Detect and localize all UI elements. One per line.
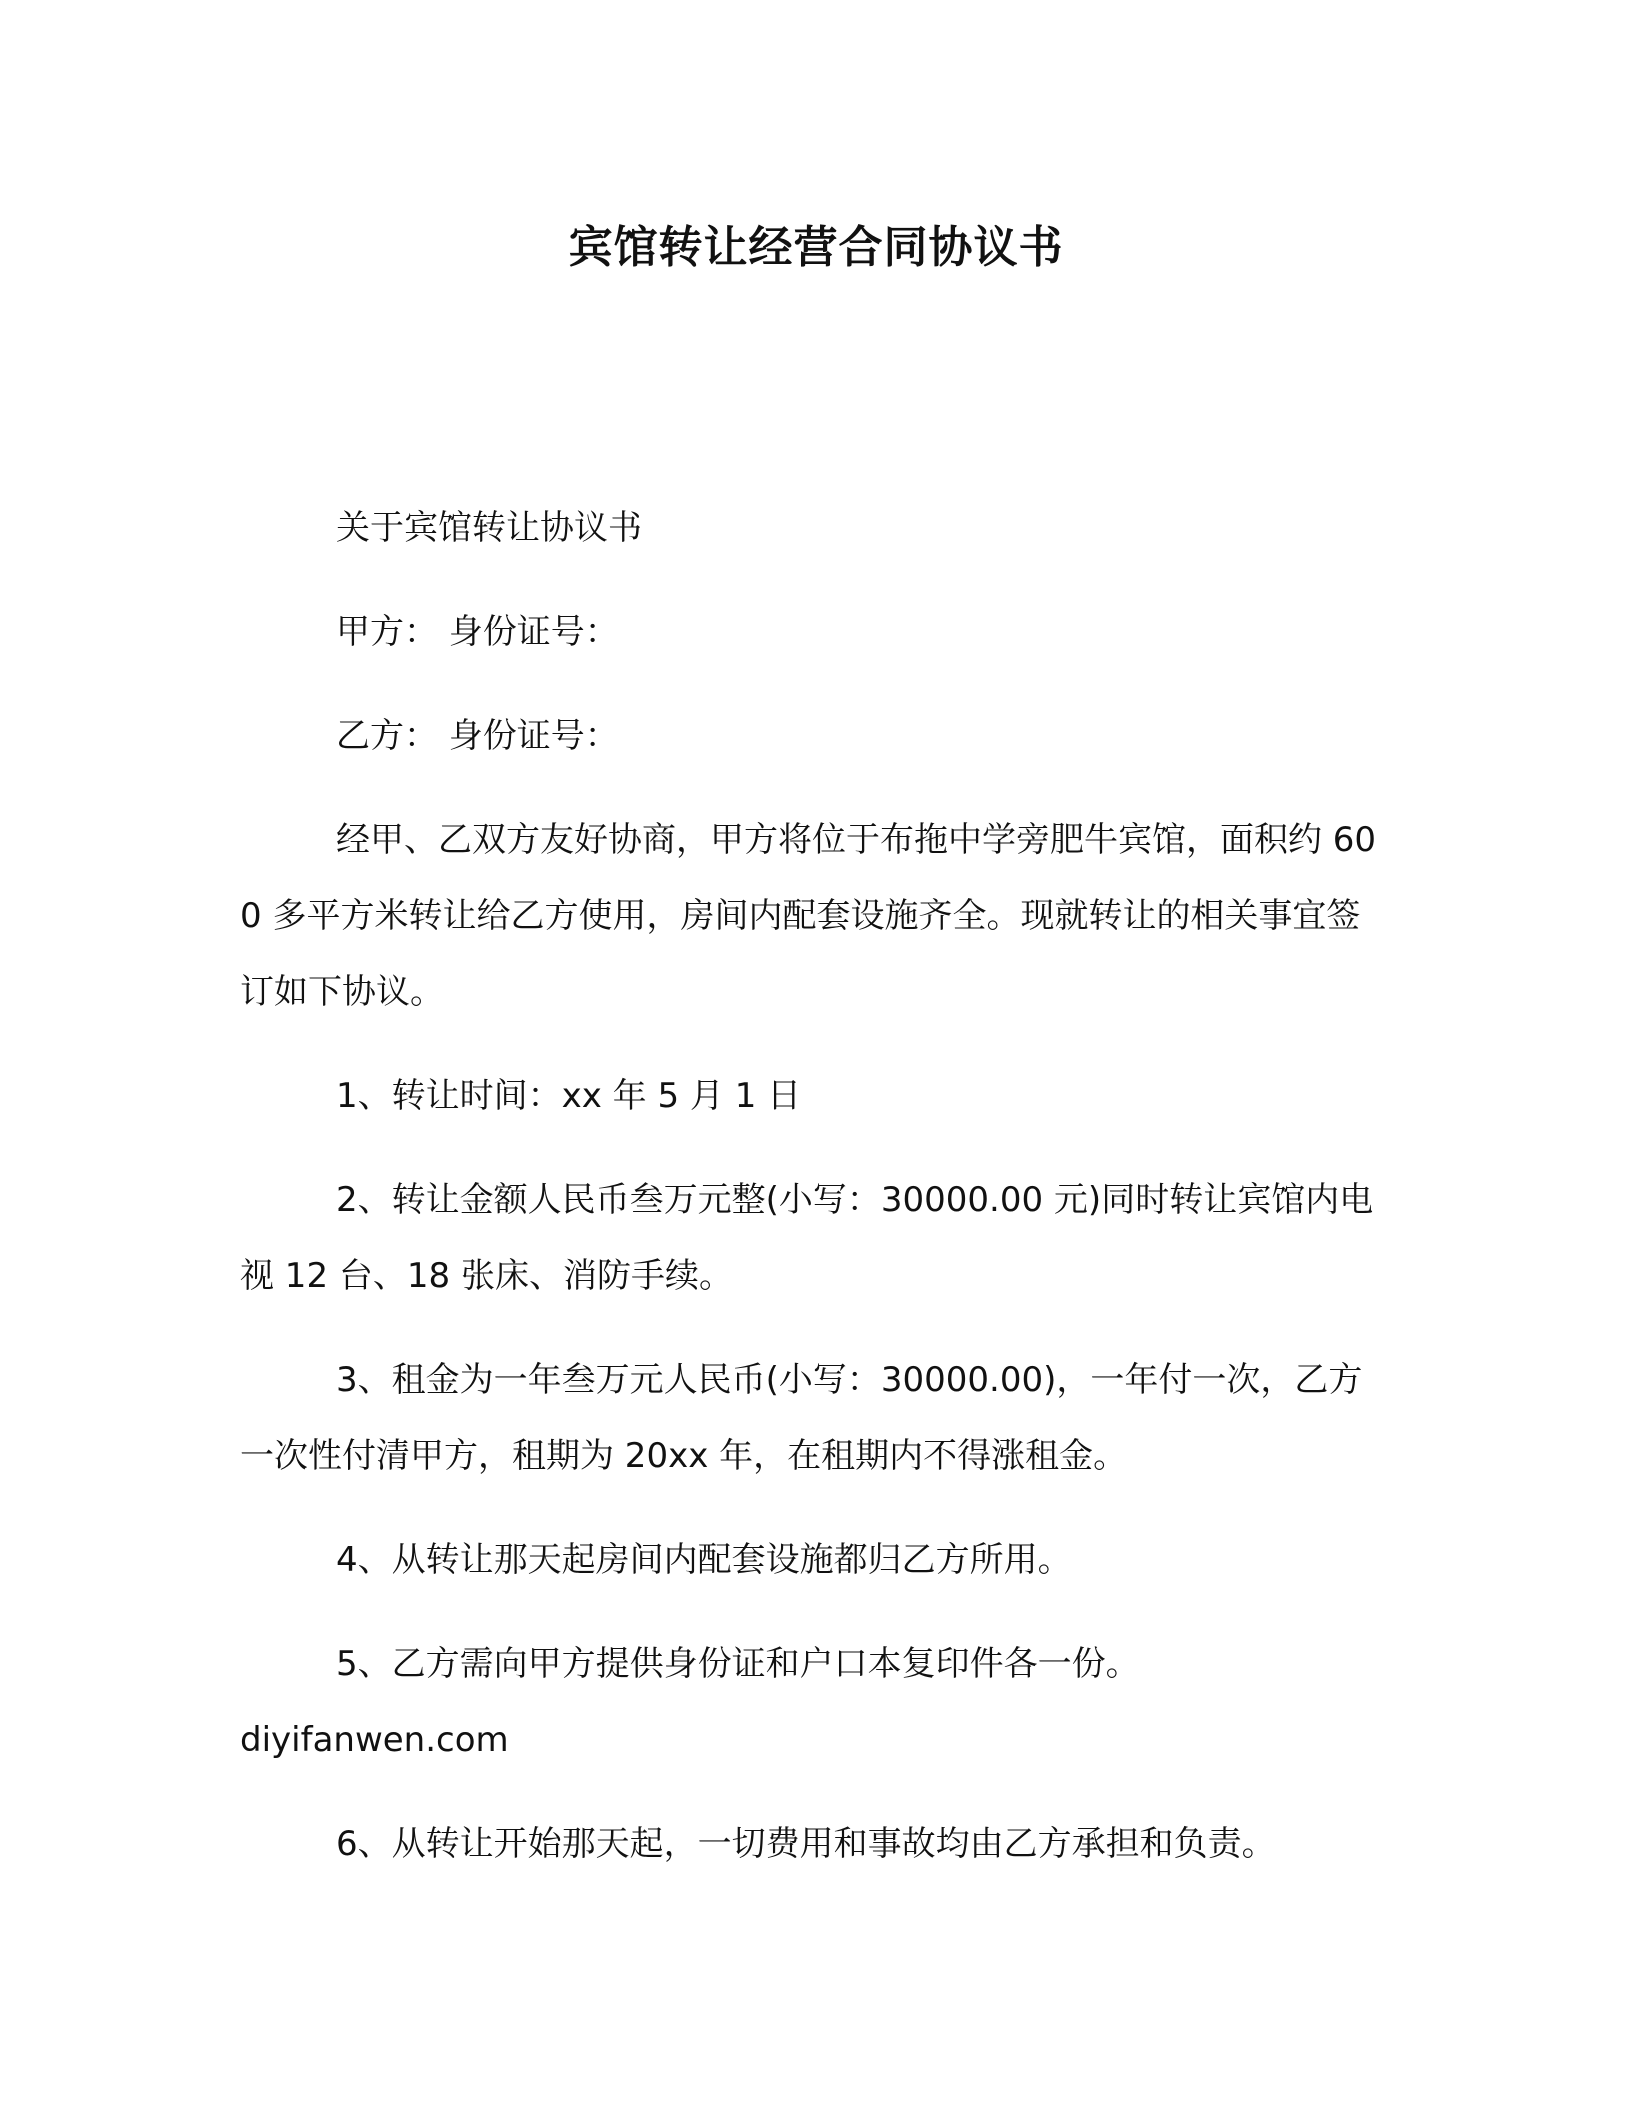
document-subtitle: 关于宾馆转让协议书 (336, 508, 642, 548)
party-b-line: 乙方： 身份证号： (336, 716, 619, 756)
document-body (240, 490, 1380, 1882)
party-a-line: 甲方： 身份证号： (336, 612, 619, 652)
clause-3: 3、租金为一年叁万元人民币(小写：30000.00)，一年付一次，乙方一次性付清甲方，租期为 20xx 年，在租期内不得涨租金。 (240, 1360, 1363, 1476)
clause-2: 2、转让金额人民币叁万元整(小写：30000.00 元)同时转让宾馆内电视 12 台、18 张床、消防手续。 (240, 1180, 1374, 1296)
intro-paragraph: 经甲、乙双方友好协商，甲方将位于布拖中学旁肥牛宾馆，面积约 600 多平方米转让给乙方使用，房间内配套设施齐全。现就转让的相关事宜签订如下协议。 (240, 820, 1377, 1012)
document-title: 宾馆转让经营合同协议书 (568, 222, 1064, 273)
site-watermark-text: diyifanwen.com (240, 1720, 509, 1760)
clause-6: 6、从转让开始那天起，一切费用和事故均由乙方承担和负责。 (336, 1824, 1276, 1864)
clause-1: 1、转让时间：xx 年 5 月 1 日 (336, 1076, 802, 1116)
clause-5: 5、乙方需向甲方提供身份证和户口本复印件各一份。 (336, 1644, 1140, 1684)
clause-4: 4、从转让那天起房间内配套设施都归乙方所用。 (336, 1540, 1072, 1580)
